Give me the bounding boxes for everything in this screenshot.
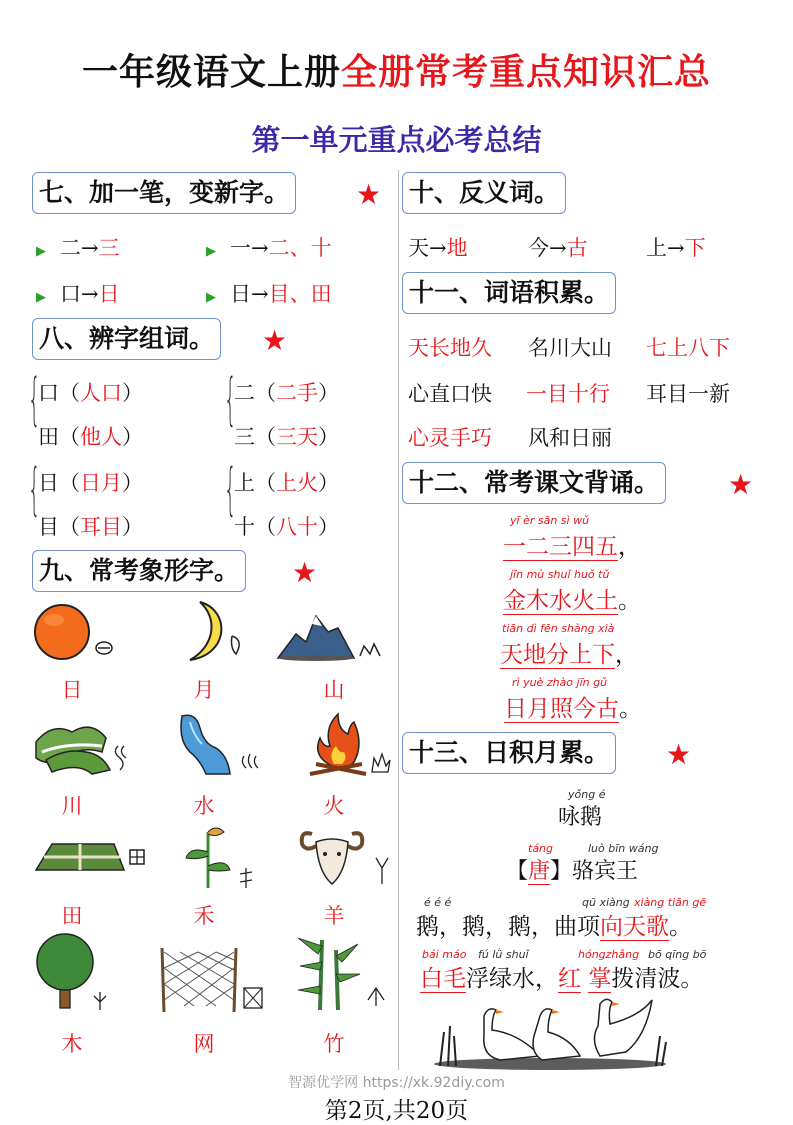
poem-title: 咏鹅 (558, 805, 603, 830)
watermark: 智源优学网 https://xk.92diy.com (288, 1075, 505, 1091)
section-9-title: 九、常考象形字。 (32, 550, 246, 592)
section-13-title: 十三、日积月累。 (402, 732, 616, 774)
author-pinyin: luò bīn wáng (588, 842, 659, 855)
pictograph-label: 木 (61, 1032, 83, 1056)
pinyin-line: rì yuè zhào jīn gǔ (512, 676, 608, 689)
section-11-title: 十一、词语积累。 (402, 272, 616, 314)
antonym-item: 今→古 (528, 236, 588, 260)
star-icon: ★ (356, 178, 382, 211)
pinyin-line: yī èr sān sì wǔ (510, 514, 590, 527)
poem-line-1: 鹅，鹅，鹅，曲项向天歌。 (416, 914, 692, 940)
page-title (0, 44, 793, 95)
antonym-item: 上→下 (646, 236, 706, 260)
sheep-picture-icon (296, 822, 396, 892)
river-picture-icon (32, 712, 132, 778)
brace-icon: { (224, 367, 237, 432)
triangle-bullet-icon: ▶ (36, 290, 46, 305)
recite-line: 日月照今古。 (504, 696, 642, 722)
recite-line: 一二三四五， (503, 534, 641, 560)
pictograph-label: 田 (61, 904, 83, 928)
pinyin-line: tiān dì fēn shàng xià (502, 622, 615, 635)
tree-picture-icon (30, 932, 116, 1014)
add-stroke-item: ▶ 二→三 (36, 236, 120, 260)
word-group-row: 上（上火） (234, 471, 339, 495)
page-subtitle: 第一单元重点必考总结 (251, 123, 542, 157)
pictograph-label: 水 (193, 794, 215, 818)
star-icon: ★ (262, 324, 288, 357)
poem-line-1-pinyin: é é é (424, 896, 452, 909)
pinyin-line: jīn mù shuǐ huǒ tǔ (510, 568, 610, 581)
star-icon: ★ (292, 556, 318, 589)
pictograph-label: 月 (193, 678, 215, 702)
idiom: 七上八下 (646, 336, 730, 360)
star-icon: ★ (666, 738, 692, 771)
pictograph-label: 羊 (323, 904, 345, 928)
title-red-part: 全册常考重点知识汇总 (341, 52, 712, 93)
word-group-row: 二（二手） (234, 381, 339, 405)
triangle-bullet-icon: ▶ (206, 244, 216, 259)
pictograph-label: 禾 (193, 904, 215, 928)
poem-line-1-pinyin: xiàng tiān gē (634, 896, 707, 909)
recite-line: 天地分上下， (500, 642, 638, 668)
add-stroke-item: ▶ 口→日 (36, 282, 120, 306)
word-group-row: 目（耳目） (38, 515, 143, 539)
pictograph-label: 网 (193, 1032, 215, 1056)
brace-icon: { (28, 367, 41, 432)
section-8-title: 八、辨字组词。 (32, 318, 221, 360)
idiom: 耳目一新 (646, 382, 730, 406)
word-group-row: 日（日月） (38, 471, 143, 495)
poem-line-2: 白毛浮绿水，红 掌拨清波。 (420, 966, 704, 992)
word-group-row: 田（他人） (38, 425, 143, 449)
idiom: 名川大山 (528, 336, 612, 360)
poem-line-2-pinyin: fú lǜ shuǐ (478, 948, 529, 961)
sun-picture-icon (32, 602, 116, 664)
poem-author-line: 【唐】骆宾王 (506, 859, 639, 884)
brace-icon: { (28, 457, 41, 522)
brace-icon: { (224, 457, 237, 522)
moon-picture-icon (160, 598, 250, 664)
section-10-title: 十、反义词。 (402, 172, 566, 214)
idiom: 风和日丽 (528, 426, 612, 450)
antonym-item: 天→地 (408, 236, 468, 260)
poem-line-2-pinyin: hóngzhǎng (578, 948, 640, 961)
field-picture-icon (32, 830, 148, 880)
title-black-part: 一年级语文上册 (81, 52, 341, 93)
pictograph-label: 川 (61, 794, 83, 818)
recite-line: 金木水火土。 (503, 588, 641, 614)
mountain-picture-icon (276, 604, 386, 662)
section-7-title: 七、加一笔，变新字。 (32, 172, 296, 214)
poem-title-pinyin: yǒng é (568, 788, 606, 801)
fire-picture-icon (306, 708, 396, 780)
poem-line-1-pinyin: qū xiàng (582, 896, 630, 909)
word-group-row: 十（八十） (234, 515, 339, 539)
add-stroke-item: ▶ 一→二、十 (206, 236, 332, 260)
idiom: 心直口快 (408, 382, 492, 406)
pictograph-label: 竹 (323, 1032, 345, 1056)
triangle-bullet-icon: ▶ (206, 290, 216, 305)
pictograph-label: 火 (323, 794, 345, 818)
page-footer: 第2页,共20页 (324, 1098, 469, 1124)
triangle-bullet-icon: ▶ (36, 244, 46, 259)
idiom: 一目十行 (526, 382, 610, 406)
dynasty-pinyin: táng (528, 842, 554, 855)
word-group-row: 三（三天） (234, 425, 339, 449)
water-picture-icon (176, 708, 272, 780)
pictograph-label: 日 (61, 678, 83, 702)
geese-illustration-icon (430, 996, 670, 1072)
poem-line-2-pinyin: bō qīng bō (648, 948, 707, 961)
idiom: 心灵手巧 (408, 426, 492, 450)
star-icon: ★ (728, 468, 754, 501)
column-divider (398, 170, 399, 1070)
poem-line-2-pinyin: bái máo (422, 948, 467, 961)
pictograph-label: 山 (323, 678, 345, 702)
net-picture-icon (154, 944, 266, 1016)
idiom: 天长地久 (408, 336, 492, 360)
grain-picture-icon (180, 822, 270, 892)
section-12-title: 十二、常考课文背诵。 (402, 462, 666, 504)
word-group-row: 口（人口） (38, 381, 143, 405)
bamboo-picture-icon (292, 930, 392, 1014)
add-stroke-item: ▶ 日→目、田 (206, 282, 332, 306)
